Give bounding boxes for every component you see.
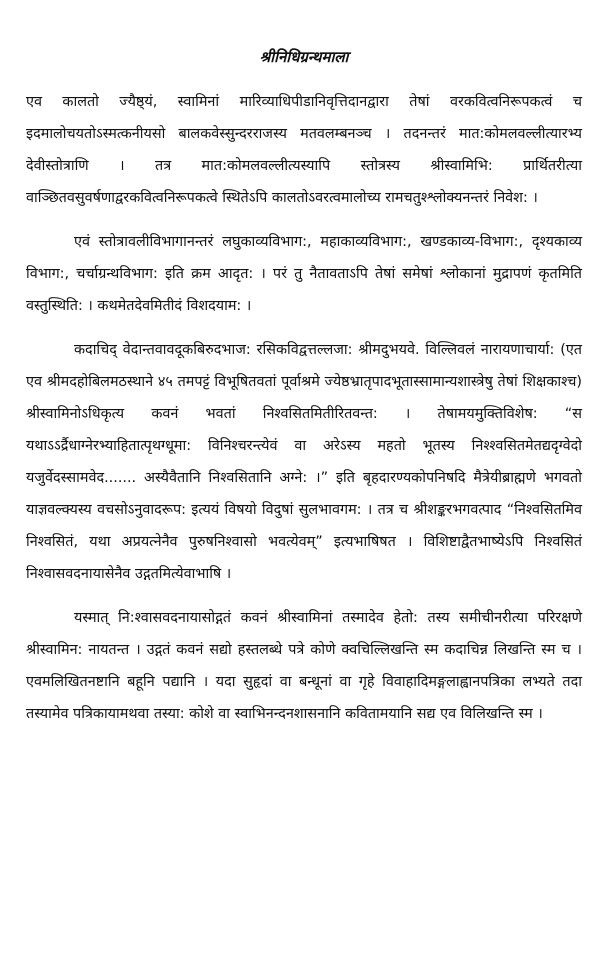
paragraph-1: एव कालतो ज्यैष्ठ्यं, स्वामिनां मारिव्याधिपीडानिवृत्तिदानद्वारा तेषां वरकवित्वनिरूपकत्वं च इदमालोचयतोऽस्मत्कनीयसो बालकवेस्सुन्दरराजस्य मतवलम्बनञ्च । तदनन्तरं मात:कोमलवल्लीत्यारभ्य देवीस्तोत्राणि । तत्र मात:कोमलवल्लीत्यस्यापि स्तोत्रस्य श्रीस्वामिभि: प्रार्थितरीत्या वाञ्छितवसुवर्षणाद्वरकवित्वनिरूपकत्वे स्थितेऽपि कालतोऽवरत्वमालोच्य रामचतुश्श्लोक्यनन्तरं निवेश: । (26, 94, 582, 206)
running-header: श्रीनिधिग्रन्थमाला (259, 48, 349, 66)
paragraph-3: कदाचिद् वेदान्तवावदूकबिरुदभाज: रसिकविद्वत्तल्लजा: श्रीमदुभयवे. विल्लिवलं नारायणाचार्या: (एत एव श्रीमदहोबिलमठस्थाने ४५ तमपट्टं विभूषितवतां पूर्वाश्रमे ज्येष्ठभ्रातृपादभूतास्सामान्यशास्त्रेषु तेषां शिक्षकाश्च) श्रीस्वामिनोऽधिकृत्य कवनं भवतां निश्वसितमितीरितवन्त: । तेषामयमुक्तिविशेष: “स यथाऽऽर्द्रैधाग्नेरभ्याहितात्पृथग्धूमा: विनिश्चरन्त्येवं वा अरेऽस्य महतो भूतस्य निश्श्वसितमेतद्यदृग्वेदो यजुर्वेदस्सामवेद....... अस्यैवैतानि निश्वसितानि अग्ने: ।” इति बृहदारण्यकोपनिषदि मैत्रेयीब्राह्मणे भगवतो याज्ञवल्क्यस्य वचसोऽनुवादरूप: इत्ययं विषयो विदुषां सुलभावगम: । तत्र च श्रीशङ्करभगवत्पाद “निश्वसितमिव निश्वसितं, यथा अप्रयत्नेनैव पुरुषनिश्वासो भवत्येवम्” इत्यभाषिषत । विशिष्टाद्वैतभाष्येऽपि निश्वसितं निश्वासवदनायासेनैव उद्गतमित्येवाभाषि । (26, 342, 582, 582)
paragraph-2: एवं स्तोत्रावलीविभागानन्तरं लघुकाव्यविभाग:, महाकाव्यविभाग:, खण्डकाव्य-विभाग:, दृश्यकाव्य विभाग:, चर्चाग्रन्थविभाग: इति क्रम आदृत: । परं तु नैतावताऽपि तेषां समेषां श्लोकानां मुद्रापणं कृतमिति वस्तुस्थिति: । कथमेतदेवमितीदं विशदयाम: । (26, 234, 582, 314)
paragraph-4: यस्मात् नि:श्वासवदनायासोद्गतं कवनं श्रीस्वामिनां तस्मादेव हेतो: तस्य समीचीनरीत्या परिरक्षणे श्रीस्वामिन: नायतन्त । उद्गतं कवनं सद्यो हस्तलब्धे पत्रे कोणे क्वचिल्लिखन्ति स्म कदाचिन्न लिखन्ति स्म च । एवमलिखितनष्टानि बहूनि पद्यानि । यदा सुहृदां वा बन्धूनां वा गृहे विवाहादिमङ्गलाह्वानपत्रिका लभ्यते तदा तस्यामेव पत्रिकायामथवा तस्या: कोशे वा स्वाभिनन्दनशासनानि कवितामयानि सद्य एव विलिखन्ति स्म । (26, 610, 582, 722)
